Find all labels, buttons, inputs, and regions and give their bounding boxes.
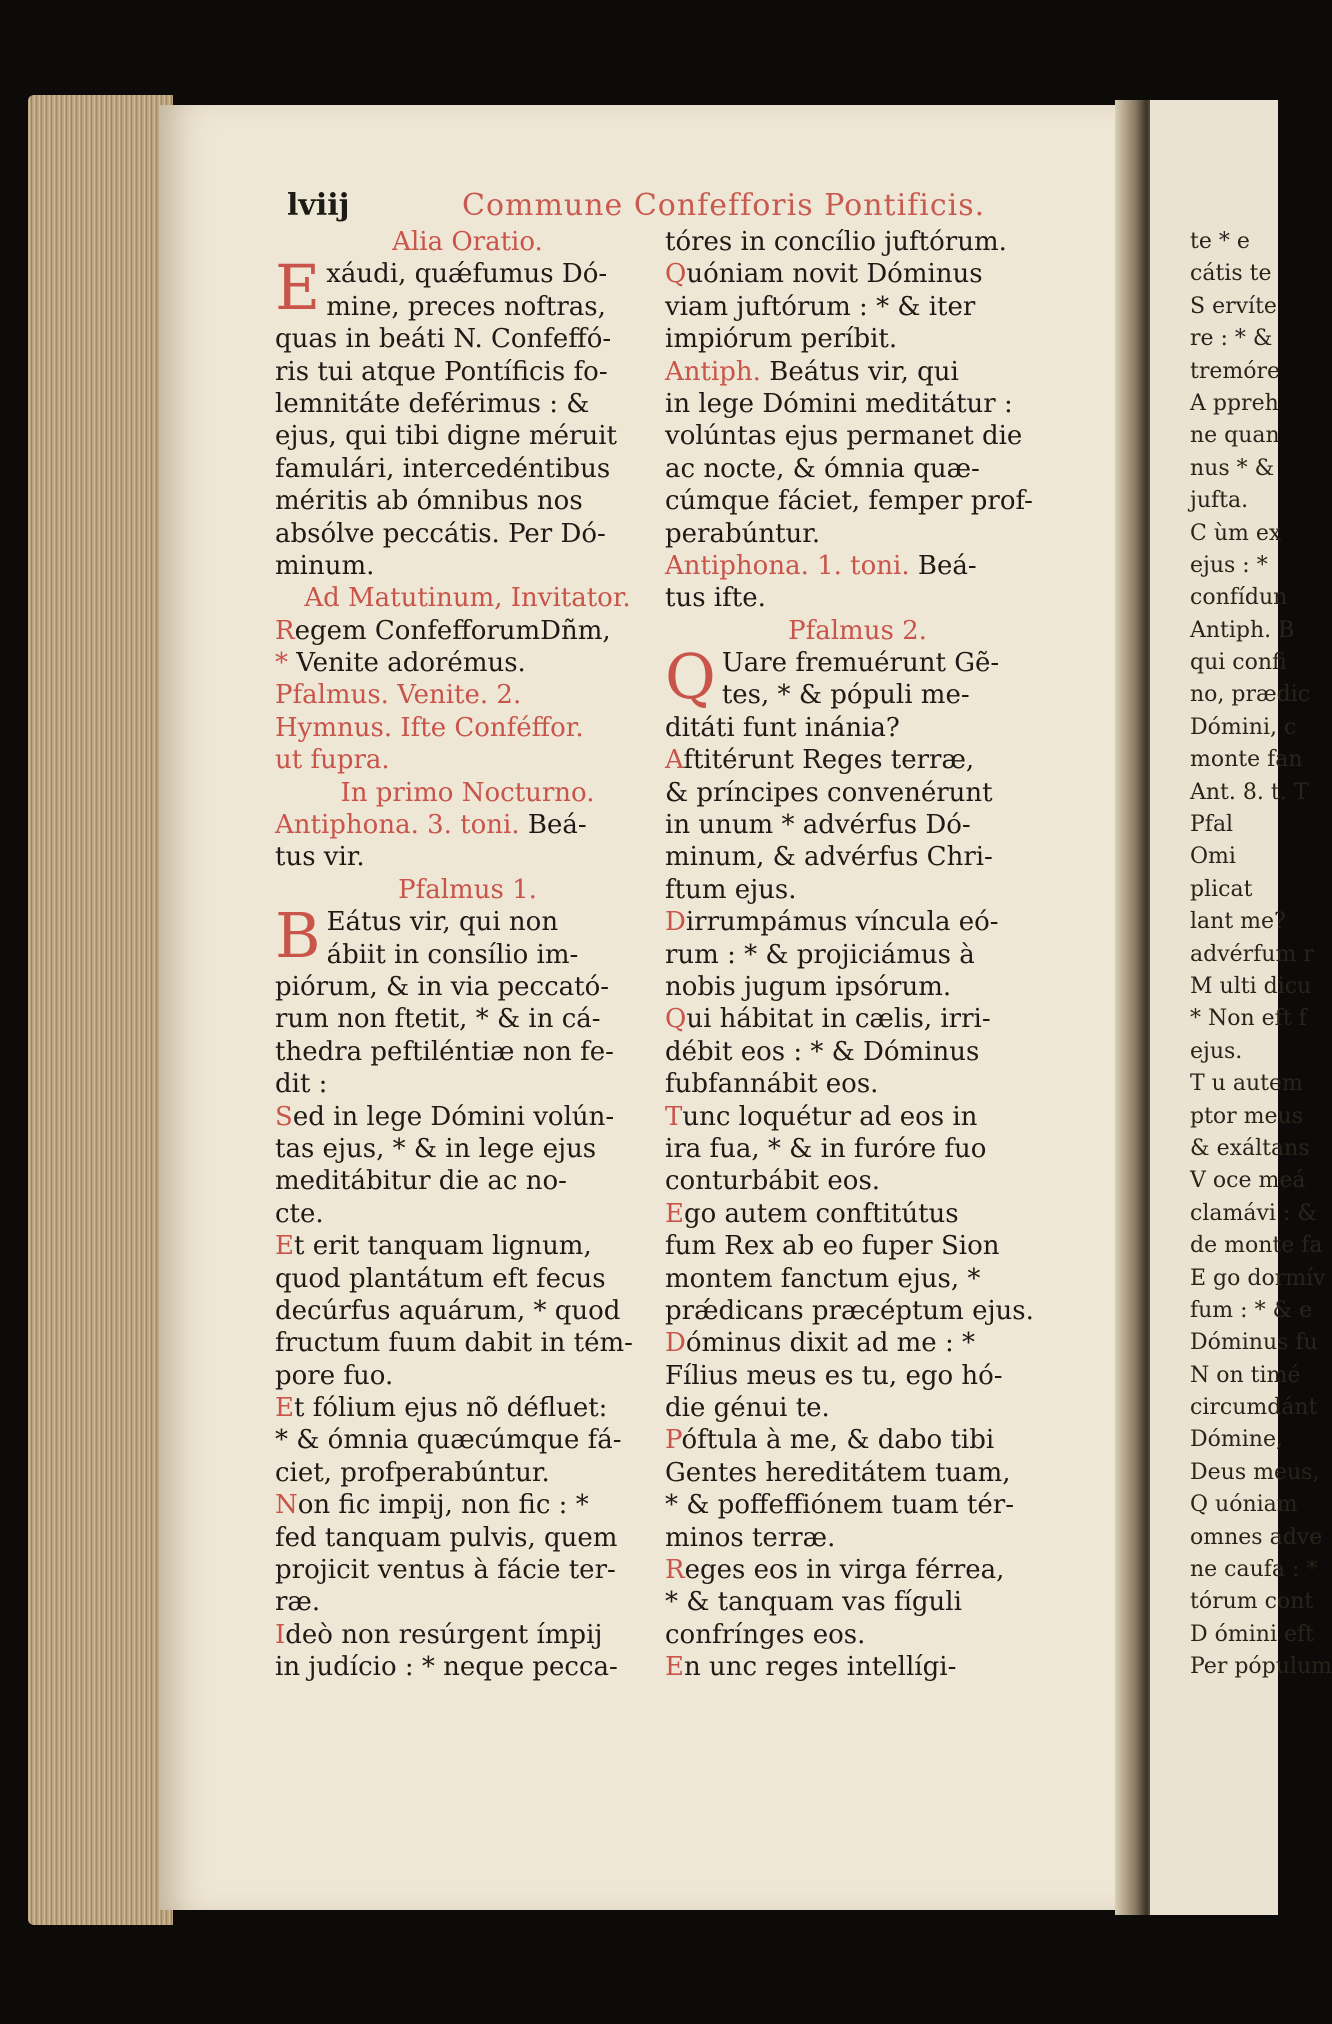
- line-text: thedra peftiléntiæ non fe-: [275, 1036, 614, 1067]
- text-line: [275, 1068, 660, 1100]
- line-text: * & tanquam vas fíguli: [665, 1587, 962, 1618]
- line-text: Eátus vir, qui non: [326, 907, 559, 938]
- text-line: [275, 1619, 660, 1651]
- text-line: [665, 420, 1050, 452]
- line-text: Beá-: [519, 810, 587, 841]
- text-line: [665, 1392, 1050, 1424]
- rubricated-initial: E: [665, 1198, 684, 1229]
- text-line: [665, 582, 1050, 614]
- line-text: deò non resúrgent ímpij: [285, 1619, 603, 1650]
- text-line: [665, 712, 1050, 744]
- line-text: tóres in concílio juftórum.: [665, 227, 1007, 257]
- line-text: * & ómnia quæcúmque fá-: [275, 1425, 622, 1456]
- text-line: [665, 1424, 1050, 1456]
- line-text: ed in lege Dómini volún-: [292, 1101, 615, 1132]
- fragment-line: tremóre: [1190, 358, 1281, 384]
- rubric-prefix: Antiph.: [665, 356, 761, 387]
- text-line: [665, 1457, 1050, 1489]
- line-text: t fólium ejus nõ défluet:: [293, 1393, 608, 1424]
- fragment-line: Deus meus,: [1190, 1459, 1320, 1485]
- text-line: [665, 1489, 1050, 1521]
- text-line: [275, 323, 660, 355]
- text-line: [275, 1263, 660, 1295]
- line-text: fructum fuum dabit in tém-: [275, 1328, 633, 1359]
- fragment-line: Per pópulum: [1190, 1654, 1332, 1680]
- line-text: die génui te.: [665, 1393, 830, 1424]
- text-line: [275, 1101, 660, 1133]
- line-text: débit eos : * & Dóminus: [665, 1036, 980, 1067]
- line-text: Beátus vir, qui: [760, 356, 959, 387]
- fragment-line: Dóminus fu: [1190, 1330, 1318, 1356]
- text-line: [665, 323, 1050, 355]
- facing-page-fragment: [1190, 226, 1332, 1684]
- text-line: [665, 1263, 1050, 1295]
- fragment-line: N on timé: [1190, 1362, 1301, 1388]
- line-text: ac nocte, & ómnia quæ-: [665, 453, 980, 484]
- left-text-column: [275, 226, 660, 1746]
- text-line: [275, 1424, 660, 1456]
- text-line: [665, 809, 1050, 841]
- fragment-line: Q uóniam: [1190, 1492, 1298, 1518]
- line-text: Ad Matutinum, Invitator.: [304, 583, 631, 614]
- drop-cap: Q: [665, 640, 716, 714]
- drop-cap: B: [275, 899, 321, 973]
- fragment-line: ne caufa : *: [1190, 1557, 1318, 1583]
- text-line: [665, 1230, 1050, 1262]
- line-text: absólve peccátis. Per Dó-: [275, 518, 606, 549]
- fragment-line: V oce meá: [1190, 1168, 1306, 1194]
- line-text: meditábitur die ac no-: [275, 1166, 567, 1197]
- line-text: mine, preces noftras,: [326, 291, 606, 322]
- line-text: méritis ab ómnibus nos: [275, 486, 583, 517]
- line-text: quas in beáti N. Confeffó-: [275, 324, 612, 355]
- text-line: [275, 1554, 660, 1586]
- text-line: [275, 1392, 660, 1424]
- line-text: n unc reges intellígi-: [683, 1652, 957, 1683]
- line-text: impiórum períbit.: [665, 324, 898, 355]
- line-text: go autem conftitútus: [683, 1198, 959, 1229]
- line-text: fubfannábit eos.: [665, 1069, 879, 1100]
- fragment-line: Ant. 8. t. T: [1190, 779, 1309, 805]
- text-line: [275, 679, 660, 711]
- rubricated-initial: P: [665, 1425, 682, 1456]
- line-text: in unum * advérfus Dó-: [665, 810, 971, 841]
- fragment-line: no, prædic: [1190, 682, 1311, 708]
- line-text: tus vir.: [275, 842, 365, 873]
- line-text: ftum ejus.: [665, 874, 797, 905]
- text-line: [665, 291, 1050, 323]
- line-text: projicit ventus à fácie ter-: [275, 1555, 616, 1586]
- text-line: [275, 1457, 660, 1489]
- line-text: quod plantátum eft fecus: [275, 1263, 606, 1294]
- rubricated-initial: D: [665, 907, 686, 938]
- text-line: [275, 356, 660, 388]
- fragment-line: monte fan: [1190, 747, 1303, 773]
- text-line: [665, 1101, 1050, 1133]
- line-text: t erit tanquam lignum,: [293, 1231, 592, 1262]
- line-text: rum non ftetit, * & in cá-: [275, 1004, 601, 1035]
- text-line: [275, 485, 660, 517]
- text-line: [275, 1489, 660, 1521]
- line-text: ui hábitat in cælis, irri-: [686, 1004, 991, 1035]
- text-line: [275, 291, 660, 323]
- line-text: unc loquétur ad eos in: [682, 1101, 978, 1132]
- text-line: [275, 1133, 660, 1165]
- line-text: Pfalmus 2.: [788, 615, 927, 646]
- line-text: nobis jugum ipsórum.: [665, 971, 952, 1002]
- text-line: [665, 258, 1050, 290]
- text-line: [275, 550, 660, 582]
- text-line: [275, 1230, 660, 1262]
- text-line: [275, 1586, 660, 1618]
- rubricated-initial: R: [275, 615, 295, 646]
- text-line: [665, 388, 1050, 420]
- fragment-line: Pfal: [1190, 812, 1234, 838]
- right-text-column: [665, 226, 1050, 1746]
- line-text: in judício : * neque pecca-: [275, 1652, 618, 1683]
- line-text: Gentes hereditátem tuam,: [665, 1457, 1011, 1488]
- running-head: [287, 188, 987, 228]
- line-text: minum.: [275, 550, 375, 581]
- text-line: [275, 1165, 660, 1197]
- text-line: [665, 744, 1050, 776]
- rubricated-initial: E: [665, 1652, 684, 1683]
- fragment-line: de monte fa: [1190, 1233, 1323, 1259]
- text-line: [275, 518, 660, 550]
- rubricated-initial: Q: [665, 1004, 687, 1035]
- line-text: & príncipes convenérunt: [665, 777, 993, 808]
- text-line: [665, 1651, 1050, 1683]
- fragment-line: C ùm ex: [1190, 520, 1282, 546]
- line-text: ris tui atque Pontíficis fo-: [275, 356, 608, 387]
- rubricated-initial: I: [275, 1619, 286, 1650]
- text-line: [665, 1036, 1050, 1068]
- line-text: Hymnus. Ifte Conféffor.: [275, 712, 584, 743]
- text-line: [275, 841, 660, 873]
- text-line: [275, 1036, 660, 1068]
- line-text: famulári, intercedéntibus: [275, 453, 611, 484]
- fragment-line: fum : * & e: [1190, 1297, 1313, 1323]
- text-line: [665, 777, 1050, 809]
- line-text: ræ.: [275, 1587, 321, 1618]
- rubricated-initial: A: [665, 745, 684, 776]
- line-text: ábiit in consílio im-: [326, 939, 579, 970]
- text-line: [665, 1522, 1050, 1554]
- line-text: cte.: [275, 1198, 324, 1229]
- text-line: [275, 388, 660, 420]
- line-text: conturbábit eos.: [665, 1166, 881, 1197]
- running-title: Commune Confefforis Pontificis.: [462, 188, 986, 223]
- line-text: montem fanctum ejus, *: [665, 1263, 981, 1294]
- fragment-line: qui confi: [1190, 650, 1287, 676]
- line-text: ditáti funt inánia?: [665, 712, 900, 743]
- text-line: [275, 712, 660, 744]
- text-line: [665, 1068, 1050, 1100]
- fragment-line: ejus.: [1190, 1038, 1243, 1064]
- line-text: Pfalmus. Venite. 2.: [275, 680, 522, 711]
- fragment-line: clamávi : &: [1190, 1200, 1317, 1226]
- line-text: ejus, qui tibi digne méruit: [275, 421, 617, 452]
- fragment-line: S ervíte: [1190, 293, 1277, 319]
- fragment-line: cátis te: [1190, 261, 1272, 287]
- fragment-line: A ppreh: [1190, 390, 1279, 416]
- line-text: óftula à me, & dabo tibi: [681, 1425, 995, 1456]
- line-text: on fic impij, non fic : *: [297, 1490, 589, 1521]
- fragment-line: plicat: [1190, 876, 1253, 902]
- page-edges: [28, 95, 173, 1925]
- rubricated-initial: N: [275, 1490, 298, 1521]
- line-text: tus ifte.: [665, 583, 766, 614]
- line-text: piórum, & in via peccató-: [275, 971, 610, 1002]
- text-line: [665, 874, 1050, 906]
- line-text: perabúntur.: [665, 518, 821, 549]
- line-text: Pfalmus 1.: [398, 874, 537, 905]
- line-text: ut fupra.: [275, 745, 390, 776]
- line-text: ira fua, * & in furóre fuo: [665, 1133, 987, 1164]
- line-text: dit :: [275, 1069, 328, 1100]
- text-line: [275, 809, 660, 841]
- line-text: fum Rex ab eo fuper Sion: [665, 1231, 1000, 1262]
- text-line: [665, 518, 1050, 550]
- fragment-line: Dómine,: [1190, 1427, 1283, 1453]
- line-text: egem ConfefforumDñm,: [294, 615, 611, 646]
- line-text: Uare fremuérunt Gẽ-: [721, 648, 1000, 679]
- rubricated-initial: D: [665, 1328, 686, 1359]
- text-line: [665, 679, 1050, 711]
- text-line: [665, 1295, 1050, 1327]
- fragment-line: re : * &: [1190, 326, 1273, 352]
- text-line: [665, 1554, 1050, 1586]
- line-text: volúntas ejus permanet die: [665, 421, 1023, 452]
- fragment-line: ejus : *: [1190, 552, 1268, 578]
- text-line: [665, 1586, 1050, 1618]
- line-text: irrumpámus víncula eó-: [685, 907, 999, 938]
- fragment-line: Omi: [1190, 844, 1236, 870]
- text-line: [665, 1360, 1050, 1392]
- text-line: [665, 1133, 1050, 1165]
- fragment-line: advérfum r: [1190, 941, 1314, 967]
- line-text: Beá-: [909, 550, 977, 581]
- rubricated-initial: Q: [665, 259, 687, 290]
- line-text: uóniam novit Dóminus: [686, 259, 983, 290]
- fragment-line: tórum cont: [1190, 1589, 1314, 1615]
- line-text: eges eos in virga férrea,: [684, 1555, 1005, 1586]
- rubricated-initial: R: [665, 1555, 685, 1586]
- fragment-line: D ómini eft: [1190, 1621, 1314, 1647]
- text-line: [665, 971, 1050, 1003]
- line-text: lemnitáte deférimus : &: [275, 388, 590, 419]
- rubricated-initial: T: [665, 1101, 683, 1132]
- text-line: [665, 485, 1050, 517]
- rubricated-initial: E: [275, 1231, 294, 1262]
- text-line: [275, 1003, 660, 1035]
- fragment-line: omnes adve: [1190, 1524, 1323, 1550]
- text-line: [665, 841, 1050, 873]
- text-line: [665, 1619, 1050, 1651]
- line-text: Venite adorémus.: [288, 648, 526, 679]
- rubric-prefix: Antiphona. 3. toni.: [275, 810, 520, 841]
- line-text: tes, * & pópuli me-: [721, 680, 970, 711]
- line-text: tas ejus, * & in lege ejus: [275, 1133, 597, 1164]
- fragment-line: confídun: [1190, 585, 1288, 611]
- line-text: decúrfus aquárum, * quod: [275, 1295, 621, 1326]
- line-text: confrínges eos.: [665, 1619, 866, 1650]
- text-line: [665, 226, 1050, 258]
- text-line: [665, 1327, 1050, 1359]
- text-line: [275, 1651, 660, 1683]
- text-line: [665, 615, 1050, 647]
- line-text: * & poffeffiónem tuam tér-: [665, 1490, 1014, 1521]
- fragment-line: M ulti dicu: [1190, 973, 1312, 999]
- text-line: [275, 1327, 660, 1359]
- line-text: rum : * & projiciámus à: [665, 939, 975, 970]
- line-text: ciet, profperabúntur.: [275, 1457, 550, 1488]
- line-text: cúmque fáciet, femper prof-: [665, 486, 1033, 517]
- line-text: minum, & advérfus Chri-: [665, 842, 993, 873]
- line-text: Alia Oratio.: [392, 227, 543, 257]
- fragment-line: Antiph. B: [1190, 617, 1295, 643]
- text-line: [275, 1198, 660, 1230]
- rubricated-initial: S: [275, 1101, 293, 1132]
- line-text: ftitérunt Reges terræ,: [683, 745, 975, 776]
- text-line: [275, 1360, 660, 1392]
- fragment-line: lant me?: [1190, 909, 1286, 935]
- text-line: [665, 453, 1050, 485]
- text-line: [665, 356, 1050, 388]
- text-line: [275, 1522, 660, 1554]
- text-line: [275, 744, 660, 776]
- text-line: [665, 906, 1050, 938]
- fragment-line: Dómini, c: [1190, 714, 1297, 740]
- fragment-line: * Non eft f: [1190, 1006, 1307, 1032]
- folio-number: lviij: [287, 188, 350, 223]
- text-line: [665, 1198, 1050, 1230]
- text-line: [275, 874, 660, 906]
- rubric-prefix: Antiphona. 1. toni.: [665, 550, 910, 581]
- fragment-line: T u autem: [1190, 1071, 1303, 1097]
- text-line: [275, 453, 660, 485]
- line-text: Fílius meus es tu, ego hó-: [665, 1360, 1003, 1391]
- line-text: minos terræ.: [665, 1522, 836, 1553]
- rubric-prefix: *: [275, 648, 288, 679]
- text-line: [275, 582, 660, 614]
- text-line: [665, 1165, 1050, 1197]
- text-line: [275, 226, 660, 258]
- fragment-line: jufta.: [1190, 488, 1249, 514]
- text-line: [665, 1003, 1050, 1035]
- line-text: pore fuo.: [275, 1360, 394, 1391]
- line-text: fed tanquam pulvis, quem: [275, 1522, 618, 1553]
- text-line: [275, 777, 660, 809]
- fragment-line: nus * &: [1190, 455, 1275, 481]
- line-text: in lege Dómini meditátur :: [665, 388, 1013, 419]
- text-line: [275, 647, 660, 679]
- text-line: [275, 939, 660, 971]
- fragment-line: te * e: [1190, 229, 1250, 254]
- text-line: [275, 615, 660, 647]
- line-text: óminus dixit ad me : *: [685, 1328, 975, 1359]
- text-line: [665, 550, 1050, 582]
- text-line: [275, 971, 660, 1003]
- fragment-line: E go dormív: [1190, 1265, 1326, 1291]
- fragment-line: ne quan: [1190, 423, 1280, 449]
- drop-cap: E: [275, 251, 321, 325]
- fragment-line: & exáltans: [1190, 1135, 1310, 1161]
- rubricated-initial: E: [275, 1393, 294, 1424]
- text-line: [275, 420, 660, 452]
- text-line: [665, 939, 1050, 971]
- line-text: prǽdicans præcéptum ejus.: [665, 1295, 1034, 1326]
- line-text: xáudi, quǽfumus Dó-: [326, 259, 608, 290]
- fragment-line: circumdánt: [1190, 1395, 1318, 1421]
- text-line: [275, 1295, 660, 1327]
- fragment-line: ptor meus: [1190, 1103, 1304, 1129]
- line-text: viam juftórum : * & iter: [665, 291, 976, 322]
- line-text: In primo Nocturno.: [340, 777, 595, 808]
